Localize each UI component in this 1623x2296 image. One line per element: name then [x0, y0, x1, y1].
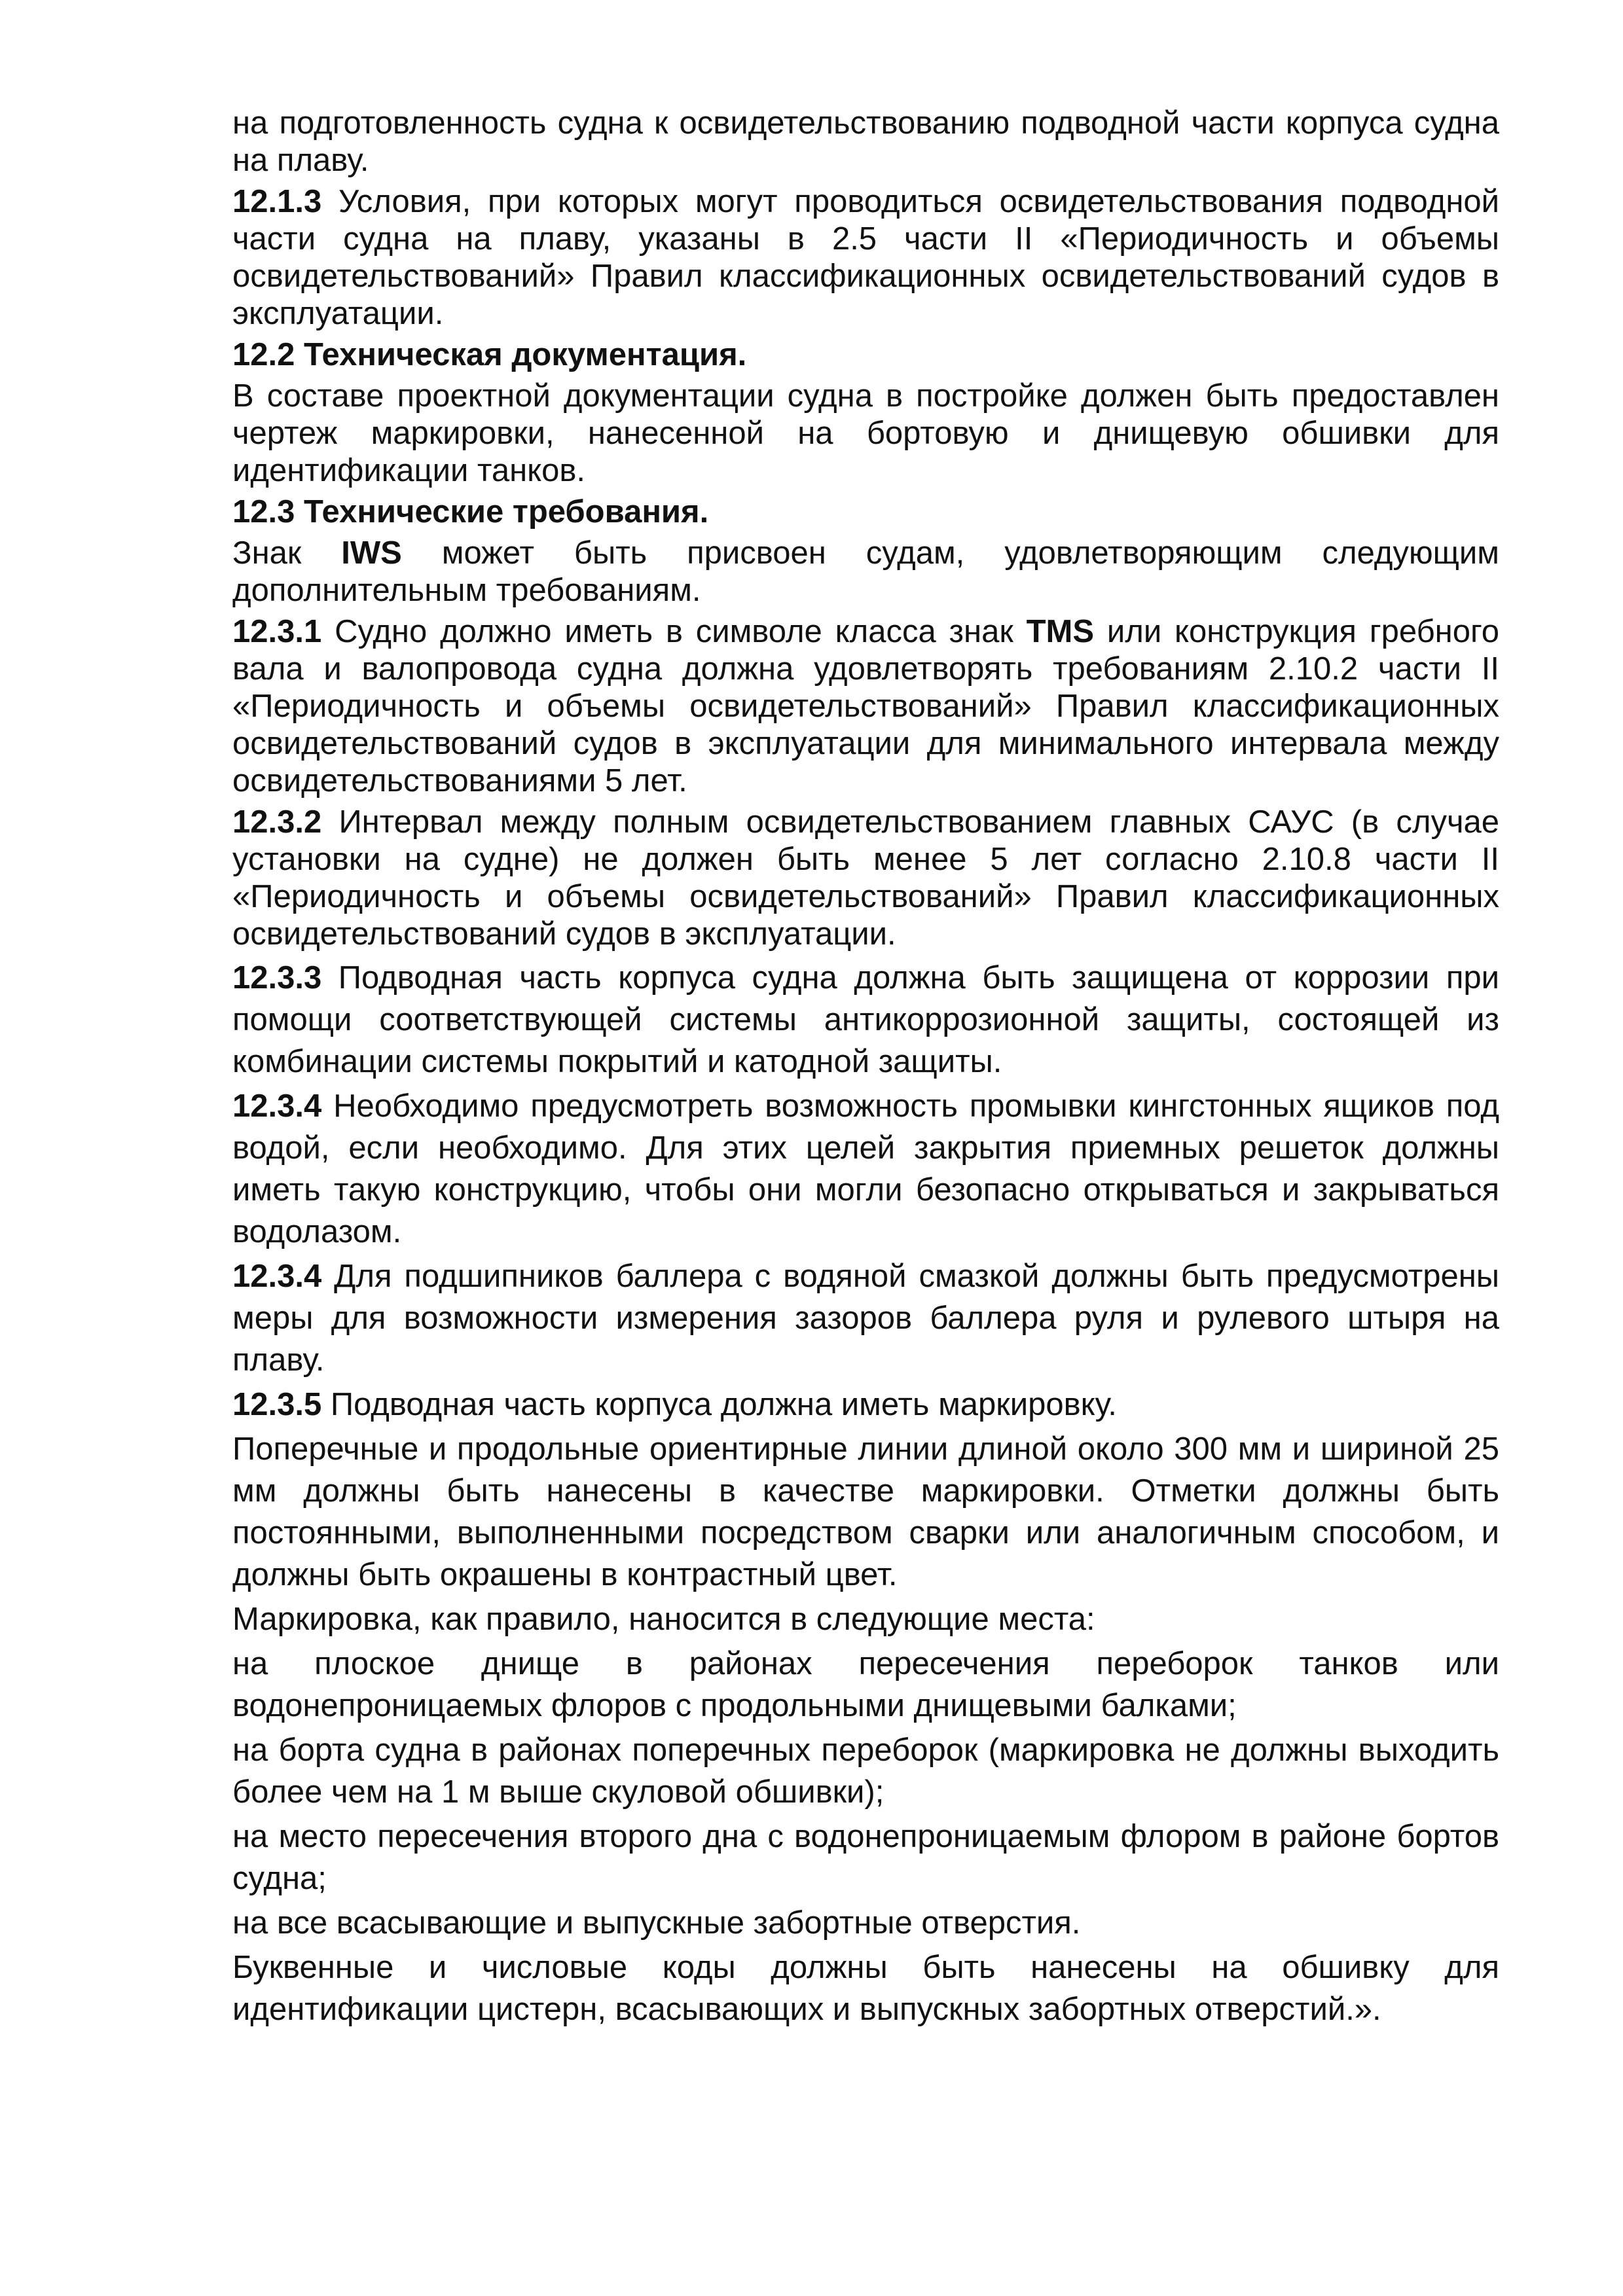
clause-number: 12.3.1 — [232, 614, 322, 649]
clause-number: 12.3.4 — [232, 1259, 322, 1294]
clause-text-pre: Судно должно иметь в символе класса знак — [321, 614, 1027, 649]
clause-text: Подводная часть корпуса судна должна быть защищена от коррозии при помощи соответствующей системы антикоррозионной защиты, состоящей из комбинации системы покрытий и катодной защиты. — [232, 960, 1499, 1079]
document-page — [232, 105, 1499, 2033]
paragraph-intro: на подготовленность судна к освидетельствованию подводной части корпуса судна на плаву. — [232, 105, 1499, 178]
clause-text-post: может быть присвоен судам, удовлетворяющим следующим дополнительным требованиям. — [232, 535, 1499, 608]
clause-text: Условия, при которых могут проводиться освидетельствования подводной части судна на плаву, указаны в 2.5 части II «Периодичность и объемы освидетельствований» Правил классификационных освидетельствований судов в эксплуатации. — [232, 184, 1499, 331]
paragraph-letter-codes: Буквенные и числовые коды должны быть нанесены на обшивку для идентификации цистерн, всасывающих и выпускных забортных отверстий.». — [232, 1950, 1499, 2027]
list-item-double-bottom: на место пересечения второго дна с водонепроницаемым флором в районе бортов судна; — [232, 1819, 1499, 1896]
paragraph-12-3-4-b — [232, 1255, 1499, 1381]
list-item-openings: на все всасывающие и выпускные забортные отверстия. — [232, 1905, 1081, 1941]
clause-number: 12.3.3 — [232, 960, 322, 996]
paragraph-12-3-2 — [232, 804, 1499, 953]
list-item-flat-bottom: на плоское днище в районах пересечения переборок танков или водонепроницаемых флоров с продольными днищевыми балками; — [232, 1646, 1499, 1723]
heading-12-3: 12.3 Технические требования. — [232, 494, 709, 529]
sign-iws: IWS — [341, 535, 402, 571]
paragraph-tech-docs: В составе проектной документации судна в постройке должен быть предоставлен чертеж маркировки, нанесенной на бортовую и днищевую обшивки для идентификации танков. — [232, 378, 1499, 488]
clause-number: 12.3.2 — [232, 804, 322, 840]
paragraph-12-3-4-a — [232, 1085, 1499, 1253]
clause-text: Необходимо предусмотреть возможность промывки кингстонных ящиков под водой, если необходимо. Для этих целей закрытия приемных решеток должны иметь такую конструкцию, чтобы они могли безопасно открываться и закрываться водолазом. — [232, 1088, 1499, 1249]
paragraph-iws-sign — [232, 535, 1499, 609]
paragraph-marking-lines: Поперечные и продольные ориентирные линии длиной около 300 мм и шириной 25 мм должны быть нанесены в качестве маркировки. Отметки должны быть постоянными, выполненными посредством сварки или аналогичным способом, и должны быть окрашены в контрастный цвет. — [232, 1431, 1499, 1592]
paragraph-12-3-3 — [232, 957, 1499, 1083]
clause-number: 12.1.3 — [232, 184, 322, 219]
clause-text: Интервал между полным освидетельствованием главных САУС (в случае установки на судне) не должен быть менее 5 лет согласно 2.10.8 части II «Периодичность и объемы освидетельствований» Правил классификационных освидетельствований судов в эксплуатации. — [232, 804, 1499, 952]
paragraph-12-3-5 — [232, 1384, 1499, 1426]
clause-text: Подводная часть корпуса должна иметь маркировку. — [321, 1387, 1117, 1422]
paragraph-12-1-3 — [232, 183, 1499, 332]
sign-tms: TMS — [1026, 614, 1095, 649]
heading-12-2: 12.2 Техническая документация. — [232, 337, 747, 372]
clause-text: Для подшипников баллера с водяной смазкой должны быть предусмотрены меры для возможности измерения зазоров баллера руля и рулевого штыря на плаву. — [232, 1259, 1499, 1378]
paragraph-12-3-1 — [232, 613, 1499, 800]
list-item-sides: на борта судна в районах поперечных переборок (маркировка не должны выходить более чем на 1 м выше скуловой обшивки); — [232, 1732, 1499, 1810]
clause-text-post: или конструкция гребного вала и валопровода судна должна удовлетворять требованиям 2.10.2 части II «Периодичность и объемы освидетельствований» Правил классификационных освидетельствований судов в эксплуатации для минимального интервала между освидетельствованиями 5 лет. — [232, 614, 1499, 798]
clause-number: 12.3.4 — [232, 1088, 322, 1124]
clause-number: 12.3.5 — [232, 1387, 322, 1422]
paragraph-marking-places: Маркировка, как правило, наносится в следующие места: — [232, 1602, 1095, 1637]
clause-text-pre: Знак — [232, 535, 342, 571]
